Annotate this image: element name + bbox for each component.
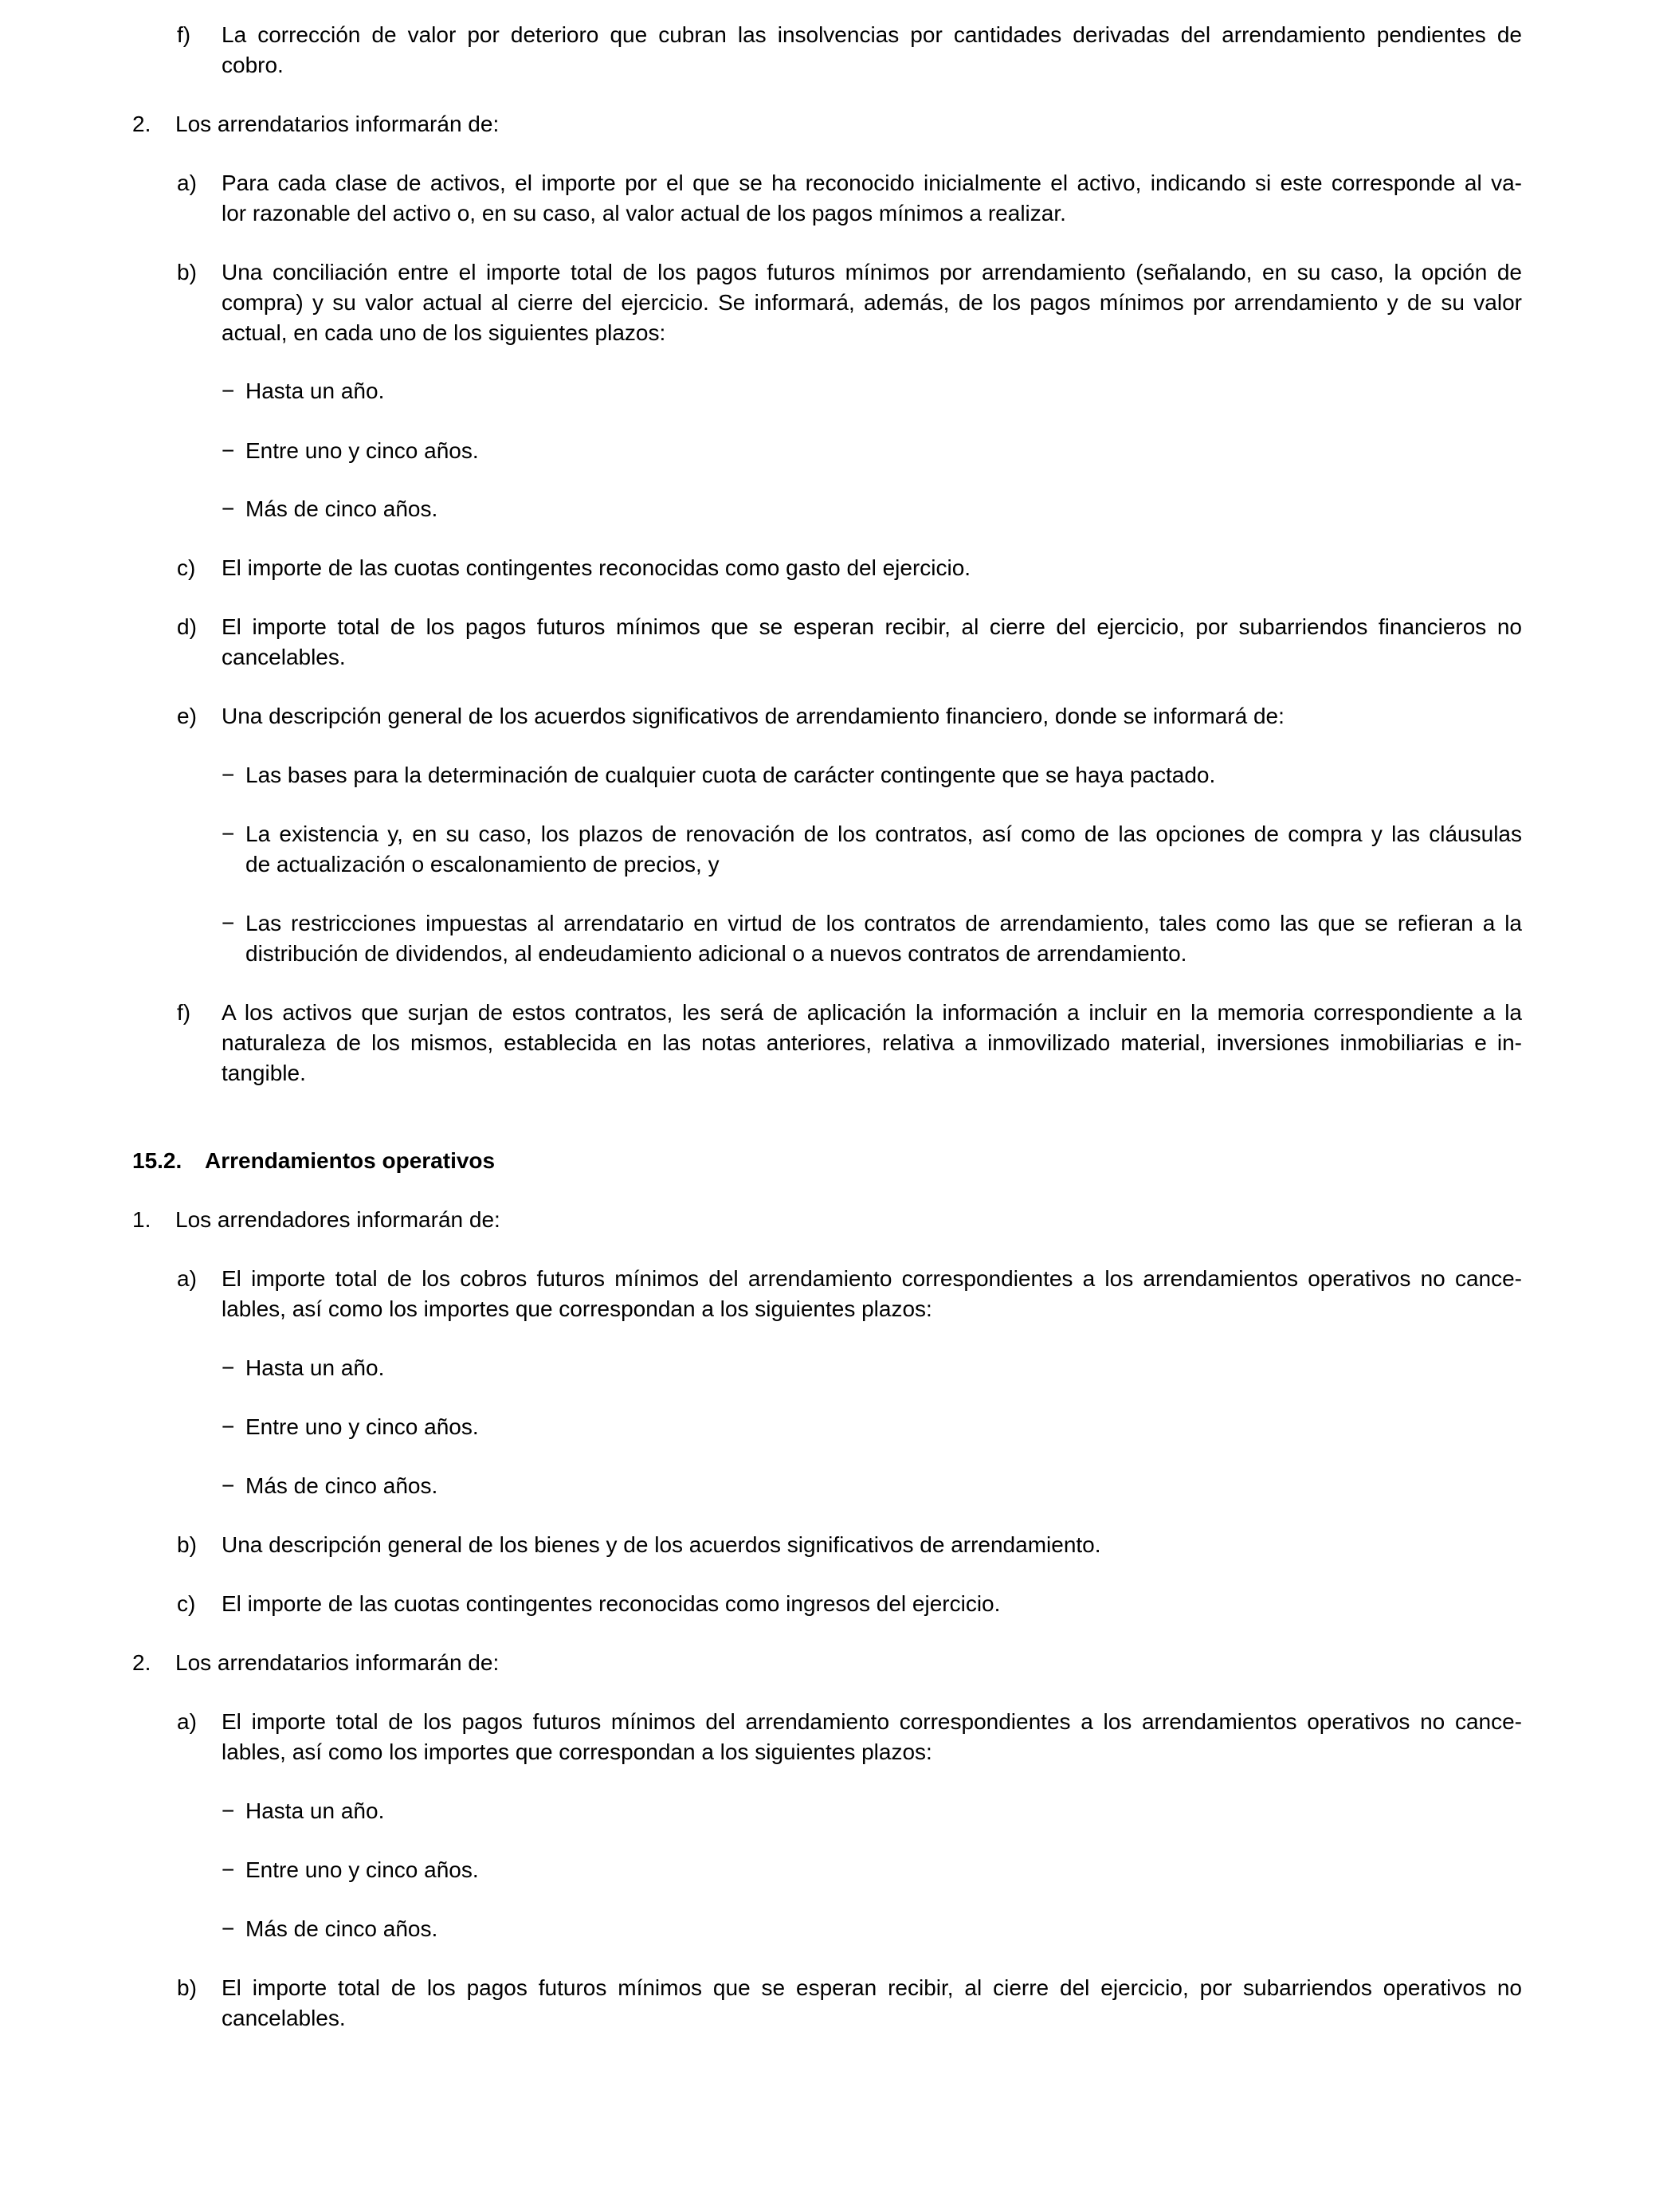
text-line: lor razonable del activo o, en su caso, al valor actual de los pagos mínimos a realizar.	[222, 201, 1066, 226]
text-line: El importe total de los pagos futuros mínimos que se esperan recibir, al cierre del ejercicio, por subarriendos financieros no	[222, 614, 1522, 639]
bullet-text: Entre uno y cinco años.	[245, 1857, 479, 1882]
text-line: Para cada clase de activos, el importe por el que se ha reconocido inicialmente el activo, indicando si este corresponde al va-	[222, 171, 1522, 195]
item-label: f)	[177, 1000, 191, 1025]
bullet-text: distribución de dividendos, al endeudamiento adicional o a nuevos contratos de arrendamiento.	[245, 941, 1187, 966]
text-line: El importe de las cuotas contingentes reconocidas como gasto del ejercicio.	[222, 555, 971, 580]
dash-icon: −	[222, 1473, 235, 1498]
dash-icon: −	[222, 911, 235, 935]
dash-icon: −	[222, 378, 235, 403]
dash-icon: −	[222, 1798, 235, 1823]
bullet-text: Las bases para la determinación de cualquier cuota de carácter contingente que se haya pactado.	[245, 763, 1216, 787]
text-line: cancelables.	[222, 645, 346, 669]
bullet-text: Entre uno y cinco años.	[245, 438, 479, 463]
text-line: lables, así como los importes que correspondan a los siguientes plazos:	[222, 1739, 932, 1764]
dash-icon: −	[222, 496, 235, 521]
item-label: b)	[177, 1532, 197, 1557]
text-line: El importe total de los pagos futuros mínimos que se esperan recibir, al cierre del ejercicio, por subarriendos operativos no	[222, 1975, 1522, 2000]
bullet-text: Las restricciones impuestas al arrendatario en virtud de los contratos de arrendamiento, tales como las que se refieran a la	[245, 911, 1522, 935]
item-label: c)	[177, 1591, 196, 1616]
item-label: d)	[177, 614, 197, 639]
item-label: a)	[177, 171, 197, 195]
item-number: 2.	[132, 1650, 151, 1675]
bullet-text: La existencia y, en su caso, los plazos de renovación de los contratos, así como de las opciones de compra y las cláusulas	[245, 822, 1522, 846]
text-line: cobro.	[222, 53, 284, 77]
item-label: c)	[177, 555, 196, 580]
text-line: compra) y su valor actual al cierre del ejercicio. Se informará, además, de los pagos mínimos por arrendamiento y de su valor	[222, 290, 1522, 315]
text-line: tangible.	[222, 1061, 306, 1085]
item-label: a)	[177, 1266, 197, 1291]
text-line: A los activos que surjan de estos contratos, les será de aplicación la información a incluir en la memoria correspondiente a la	[222, 1000, 1522, 1025]
section-number: 15.2.	[132, 1148, 182, 1173]
text-line: Una descripción general de los bienes y de los acuerdos significativos de arrendamiento.	[222, 1532, 1101, 1557]
dash-icon: −	[222, 1857, 235, 1882]
item-label: e)	[177, 704, 197, 728]
item-label: a)	[177, 1709, 197, 1734]
dash-icon: −	[222, 763, 235, 787]
text-line: actual, en cada uno de los siguientes plazos:	[222, 320, 666, 345]
bullet-text: de actualización o escalonamiento de precios, y	[245, 852, 720, 877]
item-label: b)	[177, 1975, 197, 2000]
item-text: Los arrendatarios informarán de:	[175, 112, 500, 136]
text-line: El importe total de los cobros futuros mínimos del arrendamiento correspondientes a los arrendamientos operativos no cance-	[222, 1266, 1522, 1291]
item-text: Los arrendatarios informarán de:	[175, 1650, 500, 1675]
text-line: El importe total de los pagos futuros mínimos del arrendamiento correspondientes a los arrendamientos operativos no cance-	[222, 1709, 1522, 1734]
text-line: lables, así como los importes que correspondan a los siguientes plazos:	[222, 1296, 932, 1321]
dash-icon: −	[222, 1916, 235, 1941]
item-text: Los arrendadores informarán de:	[175, 1207, 500, 1232]
dash-icon: −	[222, 822, 235, 846]
bullet-text: Hasta un año.	[245, 1355, 385, 1380]
item-label: b)	[177, 260, 197, 284]
text-line: Una conciliación entre el importe total de los pagos futuros mínimos por arrendamiento (señalando, en su caso, la opción de	[222, 260, 1522, 284]
text-line: naturaleza de los mismos, establecida en las notas anteriores, relativa a inmovilizado material, inversiones inmobiliarias e in-	[222, 1030, 1522, 1055]
text-line: Una descripción general de los acuerdos significativos de arrendamiento financiero, donde se informará de:	[222, 704, 1285, 728]
item-label: f)	[177, 22, 191, 47]
bullet-text: Más de cinco años.	[245, 1916, 438, 1941]
dash-icon: −	[222, 1414, 235, 1439]
section-title: Arrendamientos operativos	[205, 1148, 496, 1173]
dash-icon: −	[222, 1355, 235, 1380]
bullet-text: Hasta un año.	[245, 1798, 385, 1823]
bullet-text: Entre uno y cinco años.	[245, 1414, 479, 1439]
bullet-text: Más de cinco años.	[245, 1473, 438, 1498]
dash-icon: −	[222, 438, 235, 463]
bullet-text: Más de cinco años.	[245, 496, 438, 521]
bullet-text: Hasta un año.	[245, 378, 385, 403]
item-number: 1.	[132, 1207, 151, 1232]
item-number: 2.	[132, 112, 151, 136]
text-line: El importe de las cuotas contingentes reconocidas como ingresos del ejercicio.	[222, 1591, 1001, 1616]
text-line: La corrección de valor por deterioro que cubran las insolvencias por cantidades derivadas del arrendamiento pendientes de	[222, 22, 1522, 47]
text-line: cancelables.	[222, 2006, 346, 2030]
